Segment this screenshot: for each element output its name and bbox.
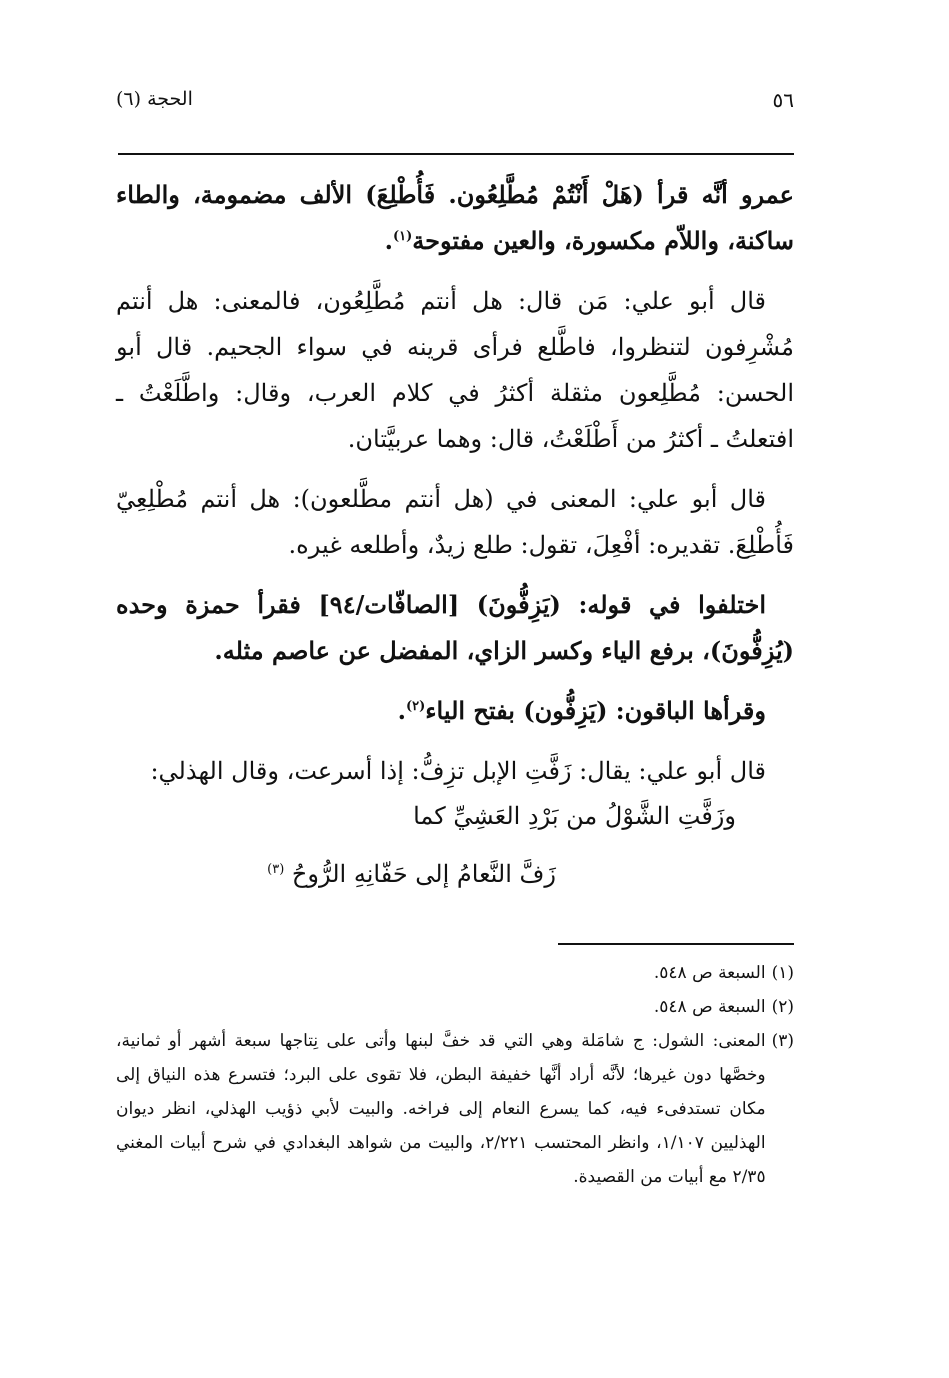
page-header xyxy=(116,88,794,128)
paragraph-1 xyxy=(116,172,794,264)
footnote-2 xyxy=(116,990,794,1024)
paragraph-5-end: . xyxy=(397,696,406,725)
verse-line-1: وزَفَّتِ الشَّوْلُ من بَرْدِ العَشِيِّ كما xyxy=(413,802,736,830)
page-number: ٥٦ xyxy=(772,88,794,112)
footnote-text: السبعة ص ٥٤٨. xyxy=(653,963,766,983)
header-divider xyxy=(118,153,794,155)
paragraph-6: قال أبو علي: يقال: زَفَّتِ الإبل تزِفُّ: إذا أسرعت، وقال الهذلي: xyxy=(150,757,766,785)
footnote-3 xyxy=(116,1024,794,1194)
footnote-number: (٢) xyxy=(771,997,794,1017)
footnote-number: (١) xyxy=(771,963,794,983)
footnotes xyxy=(116,956,794,1194)
footnote-text: المعنى: الشول: ج شامَلة وهي التي قد خفَّ لبنها وأتى على نِتاجها سبعة أشهر أو ثمانية، وخصَّها دون غيرها؛ لأنَّه أراد أنَّها خفيفة البطن، فلا تقوى على البرد؛ فتسرع هذه النياق إلى مكان تستدفىء فيه، كما يسرع النعام إلى فراخه. والبيت لأبي ذؤيب الهذلي، انظر ديوان الهذليين ١/١٠٧، وانظر المحتسب ٢/٢٢١، والبيت من شواهد البغدادي في شرح أبيات المغني ٢/٣٥ مع أبيات من القصيدة. xyxy=(116,1031,766,1187)
paragraph-1-text: عمرو أنَّه قرأ (هَلْ أَنْتُمْ مُطَّلِعُون. فَأُطْلِعَ) الألف مضمومة، والطاء ساكنة، واللاّم مكسورة، والعين مفتوحة xyxy=(116,180,794,255)
paragraph-3: قال أبو علي: المعنى في (هل أنتم مطَّلعون): هل أنتم مُطْلِعِيّ فَأُطْلِعَ. تقديره: أفْعِلَ، تقول: طلع زيدٌ، وأطلعه غيره. xyxy=(116,485,794,559)
verse-line-2-text: زَفَّ النَّعامُ إلى حَفّانِهِ الرُّوحُ xyxy=(291,860,556,888)
paragraph-2: قال أبو علي: مَن قال: هل أنتم مُطَّلِعُون، فالمعنى: هل أنتم مُشْرِفون لتنظروا، فاطَّلع فرأى قرينه في سواء الجحيم. قال أبو الحسن: مُطَّلِعون مثقلة أكثرُ في كلام العرب، وقال: واطَّلَعْتُ ـ افتعلتُ ـ أكثرُ من أَطْلَعْتُ، قال: وهما عربيَّتان. xyxy=(116,287,794,453)
footnote-ref-1: (١) xyxy=(393,229,413,244)
verse-line-2 xyxy=(116,852,794,896)
footnote-ref-3: (٣) xyxy=(267,862,285,877)
footnote-divider xyxy=(558,943,794,945)
footnote-text: السبعة ص ٥٤٨. xyxy=(653,997,766,1017)
main-text xyxy=(116,172,794,910)
paragraph-5-text: وقرأها الباقون: (يَزِفُّون) بفتح الياء xyxy=(425,696,766,725)
footnote-ref-2: (٢) xyxy=(405,699,426,714)
paragraph-5 xyxy=(116,688,794,734)
footnote-number: (٣) xyxy=(771,1031,794,1051)
paragraph-4: اختلفوا في قوله: (يَزِفُّونَ) [الصافّات/٩٤] فقرأ حمزة وحده (يُزِفُّونَ)، برفع الياء وكسر الزاي، المفضل عن عاصم مثله. xyxy=(116,590,794,665)
footnote-1 xyxy=(116,956,794,990)
running-title: الحجة (٦) xyxy=(116,88,193,110)
paragraph-1-end: . xyxy=(384,226,393,255)
